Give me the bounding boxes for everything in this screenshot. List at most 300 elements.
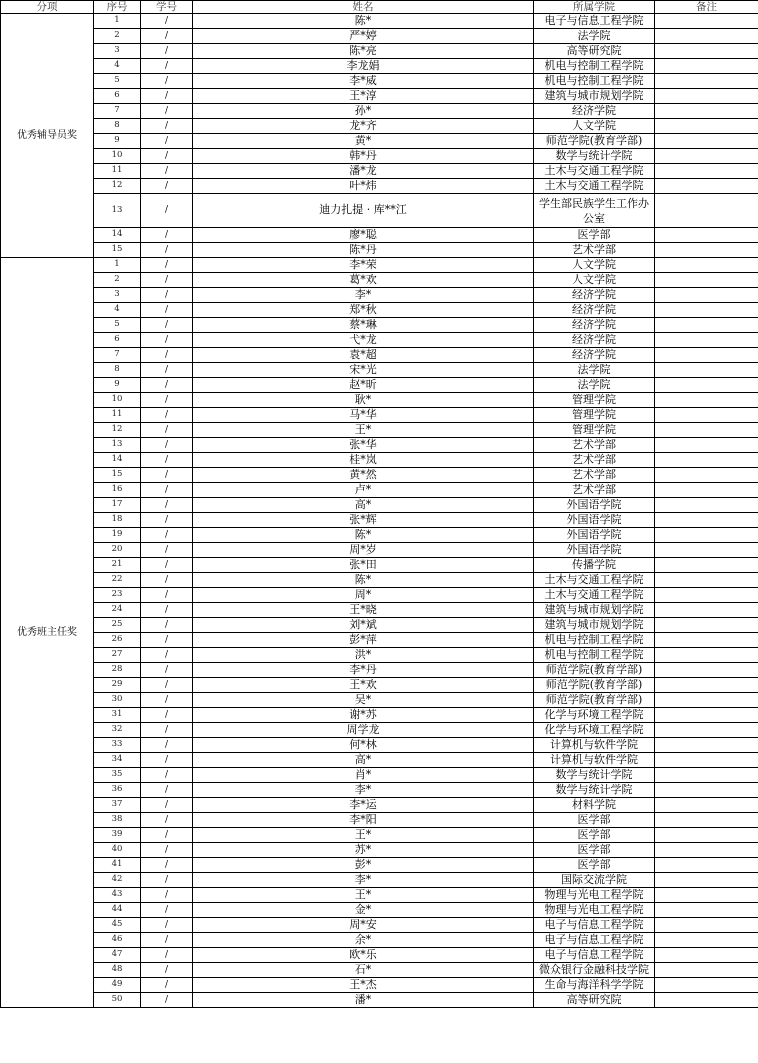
student-id-cell: / — [141, 179, 193, 194]
note-cell — [655, 288, 758, 303]
table-row — [1, 723, 758, 738]
note-cell — [655, 408, 758, 423]
header-note: 备注 — [655, 1, 758, 14]
table-row — [1, 438, 758, 453]
student-id-cell: / — [141, 798, 193, 813]
student-id-cell: / — [141, 663, 193, 678]
seq-cell: 33 — [94, 738, 141, 753]
table-row — [1, 858, 758, 873]
name-cell: 张*田 — [193, 558, 534, 573]
college-cell: 人文学院 — [534, 258, 655, 273]
table-row — [1, 149, 758, 164]
name-cell: 韩*丹 — [193, 149, 534, 164]
seq-cell: 9 — [94, 378, 141, 393]
seq-cell: 38 — [94, 813, 141, 828]
college-cell: 管理学院 — [534, 423, 655, 438]
name-cell: 耿* — [193, 393, 534, 408]
table-row — [1, 918, 758, 933]
note-cell — [655, 813, 758, 828]
name-cell: 李* — [193, 288, 534, 303]
college-cell: 法学院 — [534, 29, 655, 44]
name-cell: 周* — [193, 588, 534, 603]
note-cell — [655, 378, 758, 393]
college-cell: 外国语学院 — [534, 513, 655, 528]
note-cell — [655, 513, 758, 528]
note-cell — [655, 228, 758, 243]
seq-cell: 50 — [94, 993, 141, 1008]
table-row — [1, 603, 758, 618]
student-id-cell: / — [141, 348, 193, 363]
seq-cell: 3 — [94, 44, 141, 59]
name-cell: 桂*岚 — [193, 453, 534, 468]
seq-cell: 24 — [94, 603, 141, 618]
college-cell: 师范学院(教育学部) — [534, 663, 655, 678]
note-cell — [655, 149, 758, 164]
note-cell — [655, 633, 758, 648]
table-row — [1, 993, 758, 1008]
college-cell: 师范学院(教育学部) — [534, 693, 655, 708]
note-cell — [655, 273, 758, 288]
student-id-cell: / — [141, 453, 193, 468]
header-name: 姓名 — [193, 1, 534, 14]
student-id-cell: / — [141, 408, 193, 423]
student-id-cell: / — [141, 693, 193, 708]
table-row — [1, 753, 758, 768]
name-cell: 金* — [193, 903, 534, 918]
college-cell: 经济学院 — [534, 104, 655, 119]
college-cell: 高等研究院 — [534, 44, 655, 59]
note-cell — [655, 723, 758, 738]
table-row — [1, 59, 758, 74]
student-id-cell: / — [141, 14, 193, 29]
note-cell — [655, 618, 758, 633]
seq-cell: 12 — [94, 179, 141, 194]
name-cell: 欧*乐 — [193, 948, 534, 963]
table-row — [1, 948, 758, 963]
note-cell — [655, 243, 758, 258]
seq-cell: 27 — [94, 648, 141, 663]
college-cell: 管理学院 — [534, 408, 655, 423]
college-cell: 机电与控制工程学院 — [534, 648, 655, 663]
student-id-cell: / — [141, 783, 193, 798]
table-row — [1, 423, 758, 438]
student-id-cell: / — [141, 134, 193, 149]
table-row — [1, 573, 758, 588]
name-cell: 李*威 — [193, 74, 534, 89]
student-id-cell: / — [141, 678, 193, 693]
seq-cell: 22 — [94, 573, 141, 588]
seq-cell: 36 — [94, 783, 141, 798]
college-cell: 医学部 — [534, 228, 655, 243]
table-row — [1, 903, 758, 918]
seq-cell: 13 — [94, 438, 141, 453]
college-cell: 机电与控制工程学院 — [534, 59, 655, 74]
table-row — [1, 303, 758, 318]
seq-cell: 17 — [94, 498, 141, 513]
student-id-cell: / — [141, 393, 193, 408]
note-cell — [655, 318, 758, 333]
table-row — [1, 378, 758, 393]
table-row — [1, 194, 758, 228]
table-row — [1, 333, 758, 348]
student-id-cell: / — [141, 89, 193, 104]
table-row — [1, 89, 758, 104]
name-cell: 周*安 — [193, 918, 534, 933]
table-row — [1, 648, 758, 663]
table-row — [1, 888, 758, 903]
table-row — [1, 164, 758, 179]
name-cell: 洪* — [193, 648, 534, 663]
table-row — [1, 843, 758, 858]
table-row — [1, 498, 758, 513]
note-cell — [655, 438, 758, 453]
header-college: 所属学院 — [534, 1, 655, 14]
note-cell — [655, 258, 758, 273]
student-id-cell: / — [141, 74, 193, 89]
note-cell — [655, 303, 758, 318]
college-cell: 电子与信息工程学院 — [534, 933, 655, 948]
seq-cell: 15 — [94, 468, 141, 483]
student-id-cell: / — [141, 903, 193, 918]
seq-cell: 1 — [94, 14, 141, 29]
student-id-cell: / — [141, 243, 193, 258]
college-cell: 医学部 — [534, 813, 655, 828]
college-cell: 土木与交通工程学院 — [534, 164, 655, 179]
name-cell: 王*杰 — [193, 978, 534, 993]
name-cell: 李*阳 — [193, 813, 534, 828]
name-cell: 肖* — [193, 768, 534, 783]
table-row — [1, 243, 758, 258]
seq-cell: 34 — [94, 753, 141, 768]
seq-cell: 49 — [94, 978, 141, 993]
student-id-cell: / — [141, 873, 193, 888]
name-cell: 彭* — [193, 858, 534, 873]
student-id-cell: / — [141, 59, 193, 74]
note-cell — [655, 119, 758, 134]
college-cell: 人文学院 — [534, 119, 655, 134]
note-cell — [655, 498, 758, 513]
college-cell: 师范学院(教育学部) — [534, 134, 655, 149]
name-cell: 王* — [193, 423, 534, 438]
seq-cell: 6 — [94, 89, 141, 104]
note-cell — [655, 843, 758, 858]
table-row — [1, 663, 758, 678]
table-row — [1, 783, 758, 798]
college-cell: 计算机与软件学院 — [534, 738, 655, 753]
name-cell: 龙*齐 — [193, 119, 534, 134]
note-cell — [655, 134, 758, 149]
college-cell: 经济学院 — [534, 303, 655, 318]
table-body — [1, 14, 758, 1008]
seq-cell: 35 — [94, 768, 141, 783]
note-cell — [655, 963, 758, 978]
student-id-cell: / — [141, 963, 193, 978]
seq-cell: 39 — [94, 828, 141, 843]
student-id-cell: / — [141, 858, 193, 873]
college-cell: 材料学院 — [534, 798, 655, 813]
note-cell — [655, 453, 758, 468]
seq-cell: 46 — [94, 933, 141, 948]
seq-cell: 2 — [94, 273, 141, 288]
table-row — [1, 828, 758, 843]
table-row — [1, 633, 758, 648]
seq-cell: 30 — [94, 693, 141, 708]
student-id-cell: / — [141, 918, 193, 933]
name-cell: 黄* — [193, 134, 534, 149]
seq-cell: 4 — [94, 303, 141, 318]
table-row — [1, 408, 758, 423]
student-id-cell: / — [141, 273, 193, 288]
name-cell: 王* — [193, 828, 534, 843]
student-id-cell: / — [141, 228, 193, 243]
name-cell: 潘* — [193, 993, 534, 1008]
name-cell: 周*岁 — [193, 543, 534, 558]
name-cell: 孙* — [193, 104, 534, 119]
table-row — [1, 468, 758, 483]
seq-cell: 4 — [94, 59, 141, 74]
name-cell: 李*丹 — [193, 663, 534, 678]
name-cell: 王*晓 — [193, 603, 534, 618]
name-cell: 陈* — [193, 528, 534, 543]
header-seq: 序号 — [94, 1, 141, 14]
college-cell: 建筑与城市规划学院 — [534, 603, 655, 618]
student-id-cell: / — [141, 738, 193, 753]
seq-cell: 3 — [94, 288, 141, 303]
student-id-cell: / — [141, 119, 193, 134]
seq-cell: 14 — [94, 453, 141, 468]
college-cell: 传播学院 — [534, 558, 655, 573]
name-cell: 苏* — [193, 843, 534, 858]
college-cell: 经济学院 — [534, 348, 655, 363]
name-cell: 潘*龙 — [193, 164, 534, 179]
college-cell: 师范学院(教育学部) — [534, 678, 655, 693]
college-cell: 管理学院 — [534, 393, 655, 408]
name-cell: 黄*然 — [193, 468, 534, 483]
table-row — [1, 228, 758, 243]
student-id-cell: / — [141, 288, 193, 303]
college-cell: 计算机与软件学院 — [534, 753, 655, 768]
seq-cell: 48 — [94, 963, 141, 978]
note-cell — [655, 603, 758, 618]
seq-cell: 7 — [94, 104, 141, 119]
note-cell — [655, 708, 758, 723]
seq-cell: 21 — [94, 558, 141, 573]
college-cell: 数学与统计学院 — [534, 149, 655, 164]
seq-cell: 18 — [94, 513, 141, 528]
note-cell — [655, 948, 758, 963]
college-cell: 外国语学院 — [534, 528, 655, 543]
seq-cell: 5 — [94, 74, 141, 89]
table-row — [1, 708, 758, 723]
name-cell: 张*华 — [193, 438, 534, 453]
header-category: 分项 — [1, 1, 94, 14]
note-cell — [655, 663, 758, 678]
college-cell: 电子与信息工程学院 — [534, 918, 655, 933]
note-cell — [655, 89, 758, 104]
student-id-cell: / — [141, 104, 193, 119]
name-cell: 袁*超 — [193, 348, 534, 363]
student-id-cell: / — [141, 543, 193, 558]
student-id-cell: / — [141, 618, 193, 633]
name-cell: 谢*苏 — [193, 708, 534, 723]
student-id-cell: / — [141, 933, 193, 948]
college-cell: 数学与统计学院 — [534, 783, 655, 798]
note-cell — [655, 768, 758, 783]
table-row — [1, 74, 758, 89]
college-cell: 法学院 — [534, 378, 655, 393]
table-row — [1, 693, 758, 708]
name-cell: 李龙娟 — [193, 59, 534, 74]
note-cell — [655, 59, 758, 74]
college-cell: 艺术学部 — [534, 453, 655, 468]
table-row — [1, 363, 758, 378]
note-cell — [655, 179, 758, 194]
name-cell: 严*婷 — [193, 29, 534, 44]
table-row — [1, 798, 758, 813]
note-cell — [655, 74, 758, 89]
name-cell: 迪力扎提 · 库**江 — [193, 194, 534, 228]
seq-cell: 23 — [94, 588, 141, 603]
table-row — [1, 104, 758, 119]
student-id-cell: / — [141, 948, 193, 963]
note-cell — [655, 104, 758, 119]
seq-cell: 1 — [94, 258, 141, 273]
note-cell — [655, 678, 758, 693]
note-cell — [655, 14, 758, 29]
college-cell: 电子与信息工程学院 — [534, 948, 655, 963]
table-row — [1, 873, 758, 888]
college-cell: 医学部 — [534, 858, 655, 873]
student-id-cell: / — [141, 149, 193, 164]
student-id-cell: / — [141, 194, 193, 228]
name-cell: 李* — [193, 783, 534, 798]
college-cell: 医学部 — [534, 843, 655, 858]
college-cell: 国际交流学院 — [534, 873, 655, 888]
college-cell: 法学院 — [534, 363, 655, 378]
seq-cell: 20 — [94, 543, 141, 558]
student-id-cell: / — [141, 633, 193, 648]
seq-cell: 8 — [94, 119, 141, 134]
student-id-cell: / — [141, 29, 193, 44]
table-row — [1, 618, 758, 633]
seq-cell: 37 — [94, 798, 141, 813]
seq-cell: 19 — [94, 528, 141, 543]
college-cell: 经济学院 — [534, 333, 655, 348]
table-row — [1, 288, 758, 303]
college-cell: 微众银行金融科技学院 — [534, 963, 655, 978]
student-id-cell: / — [141, 164, 193, 179]
name-cell: 王*欢 — [193, 678, 534, 693]
name-cell: 王* — [193, 888, 534, 903]
seq-cell: 29 — [94, 678, 141, 693]
note-cell — [655, 888, 758, 903]
seq-cell: 9 — [94, 134, 141, 149]
name-cell: 王*淳 — [193, 89, 534, 104]
seq-cell: 45 — [94, 918, 141, 933]
student-id-cell: / — [141, 438, 193, 453]
table-row — [1, 528, 758, 543]
seq-cell: 41 — [94, 858, 141, 873]
college-cell: 艺术学部 — [534, 483, 655, 498]
student-id-cell: / — [141, 258, 193, 273]
name-cell: 陈* — [193, 573, 534, 588]
table-row — [1, 543, 758, 558]
note-cell — [655, 978, 758, 993]
name-cell: 李*运 — [193, 798, 534, 813]
note-cell — [655, 648, 758, 663]
student-id-cell: / — [141, 378, 193, 393]
student-id-cell: / — [141, 753, 193, 768]
seq-cell: 43 — [94, 888, 141, 903]
college-cell: 机电与控制工程学院 — [534, 633, 655, 648]
name-cell: 何*林 — [193, 738, 534, 753]
table-row — [1, 558, 758, 573]
note-cell — [655, 333, 758, 348]
table-row — [1, 678, 758, 693]
seq-cell: 10 — [94, 393, 141, 408]
note-cell — [655, 164, 758, 179]
college-cell: 经济学院 — [534, 288, 655, 303]
seq-cell: 44 — [94, 903, 141, 918]
college-cell: 生命与海洋科学学院 — [534, 978, 655, 993]
note-cell — [655, 783, 758, 798]
student-id-cell: / — [141, 363, 193, 378]
name-cell: 弋*龙 — [193, 333, 534, 348]
note-cell — [655, 573, 758, 588]
name-cell: 叶*炜 — [193, 179, 534, 194]
name-cell: 高* — [193, 498, 534, 513]
seq-cell: 5 — [94, 318, 141, 333]
note-cell — [655, 393, 758, 408]
college-cell: 高等研究院 — [534, 993, 655, 1008]
note-cell — [655, 828, 758, 843]
college-cell: 土木与交通工程学院 — [534, 179, 655, 194]
seq-cell: 25 — [94, 618, 141, 633]
student-id-cell: / — [141, 588, 193, 603]
table-row — [1, 978, 758, 993]
table-row — [1, 768, 758, 783]
note-cell — [655, 738, 758, 753]
table-row — [1, 393, 758, 408]
table-row — [1, 738, 758, 753]
name-cell: 彭*萍 — [193, 633, 534, 648]
seq-cell: 11 — [94, 164, 141, 179]
note-cell — [655, 873, 758, 888]
name-cell: 周学龙 — [193, 723, 534, 738]
note-cell — [655, 363, 758, 378]
college-cell: 物理与光电工程学院 — [534, 903, 655, 918]
college-cell: 土木与交通工程学院 — [534, 588, 655, 603]
table-row — [1, 44, 758, 59]
name-cell: 吴* — [193, 693, 534, 708]
student-id-cell: / — [141, 978, 193, 993]
note-cell — [655, 468, 758, 483]
seq-cell: 26 — [94, 633, 141, 648]
table-row — [1, 513, 758, 528]
seq-cell: 40 — [94, 843, 141, 858]
seq-cell: 32 — [94, 723, 141, 738]
student-id-cell: / — [141, 993, 193, 1008]
student-id-cell: / — [141, 573, 193, 588]
table-row — [1, 119, 758, 134]
table-row — [1, 348, 758, 363]
note-cell — [655, 528, 758, 543]
student-id-cell: / — [141, 768, 193, 783]
name-cell: 卢* — [193, 483, 534, 498]
seq-cell: 12 — [94, 423, 141, 438]
note-cell — [655, 918, 758, 933]
name-cell: 宋*光 — [193, 363, 534, 378]
